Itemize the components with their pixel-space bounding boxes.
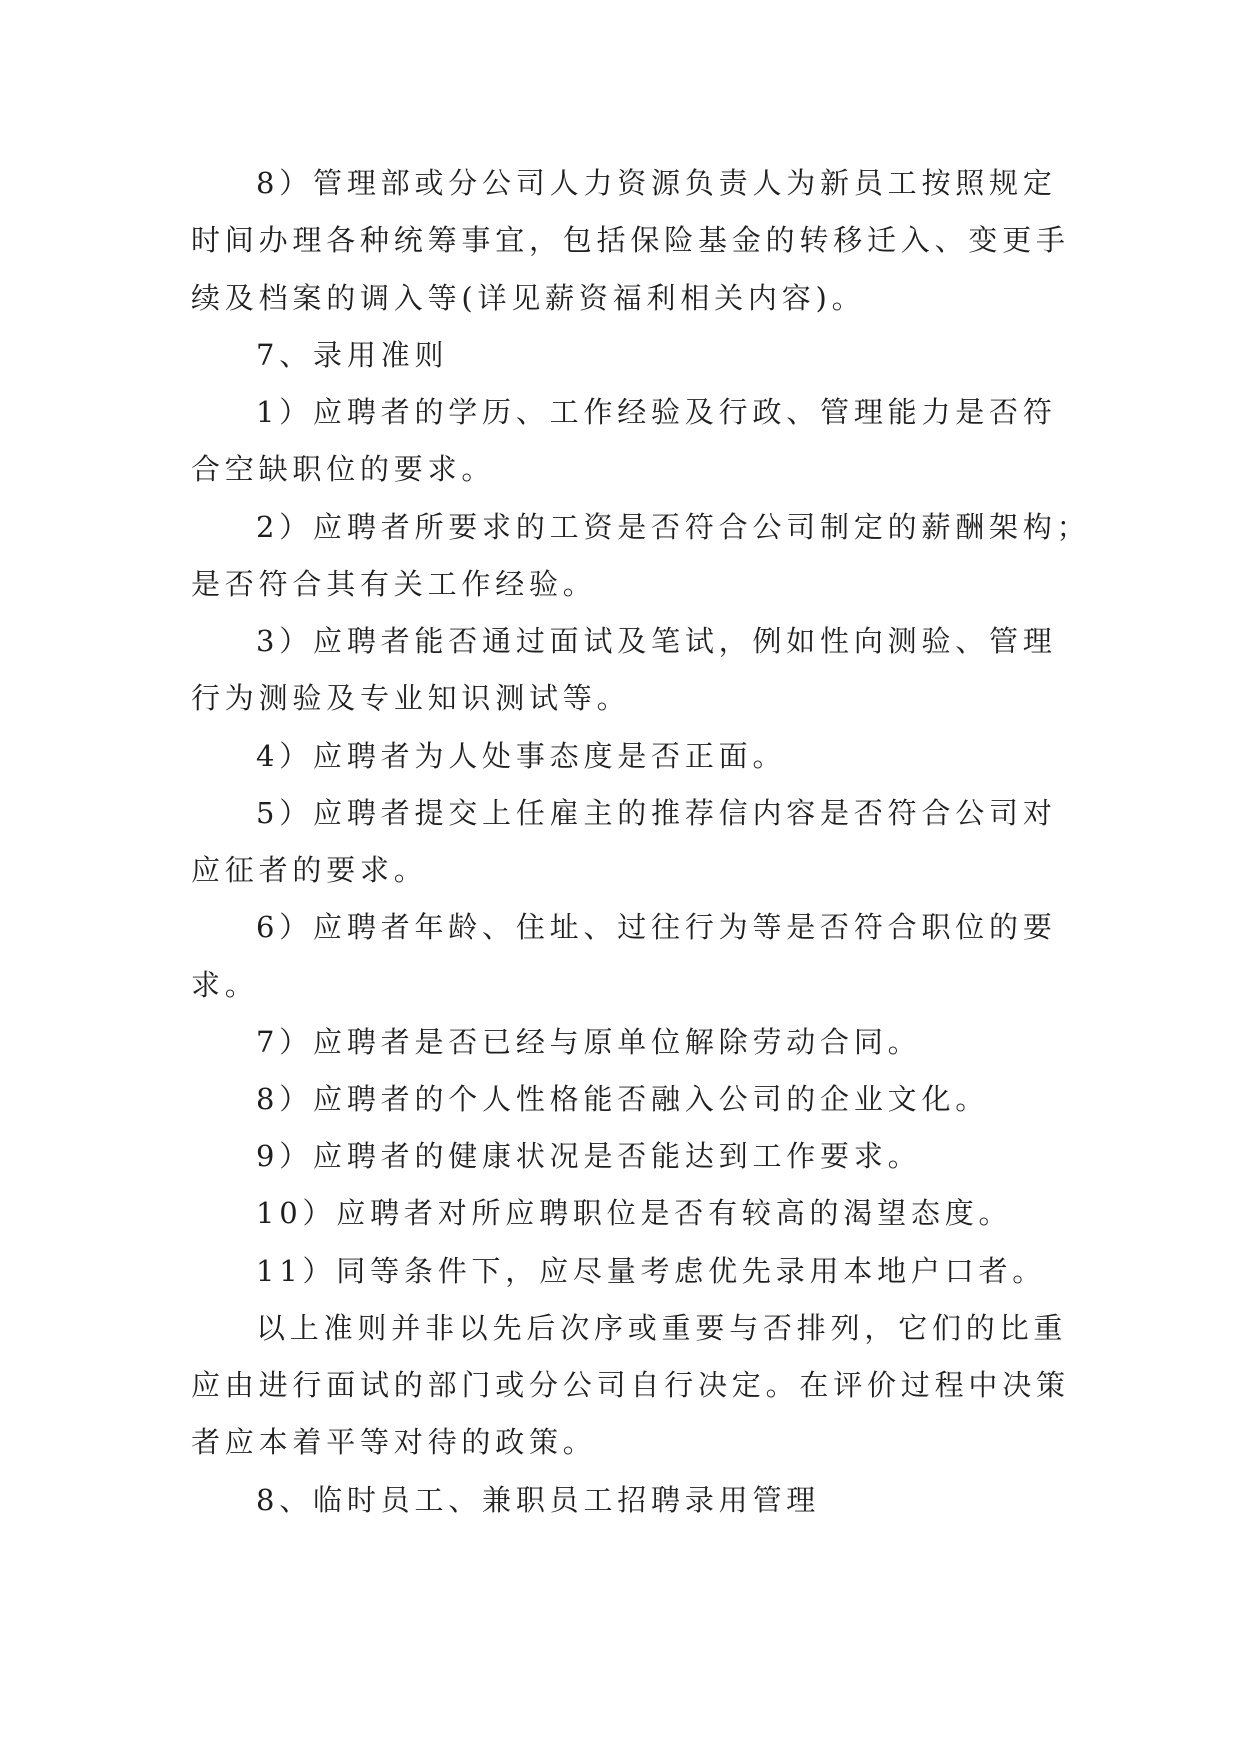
text-line: 1）应聘者的学历、工作经验及行政、管理能力是否符 xyxy=(256,395,1057,429)
text-line: 时间办理各种统筹事宜，包括保险基金的转移迁入、变更手 xyxy=(191,223,1070,257)
text-line: 2）应聘者所要求的工资是否符合公司制定的薪酬架构； xyxy=(256,510,1091,544)
text-line: 7）应聘者是否已经与原单位解除劳动合同。 xyxy=(256,1025,922,1059)
text-line: 5）应聘者提交上任雇主的推荐信内容是否符合公司对 xyxy=(256,796,1057,830)
text-line: 续及档案的调入等(详见薪资福利相关内容)。 xyxy=(191,281,866,315)
text-line: 8）应聘者的个人性格能否融入公司的企业文化。 xyxy=(256,1082,990,1116)
text-line: 者应本着平等对待的政策。 xyxy=(191,1425,597,1459)
text-line: 以上准则并非以先后次序或重要与否排列，它们的比重 xyxy=(256,1311,1068,1345)
text-line: 6）应聘者年龄、住址、过往行为等是否符合职位的要 xyxy=(256,910,1057,944)
text-line: 11）同等条件下，应尽量考虑优先录用本地户口者。 xyxy=(256,1254,1047,1288)
text-line: 行为测验及专业知识测试等。 xyxy=(191,681,631,715)
text-line: 3）应聘者能否通过面试及笔试，例如性向测验、管理 xyxy=(256,624,1057,658)
text-line: 合空缺职位的要求。 xyxy=(191,452,496,486)
section-heading: 7、录用准则 xyxy=(256,338,449,372)
text-line: 求。 xyxy=(191,968,259,1002)
text-line: 应由进行面试的部门或分公司自行决定。在评价过程中决策 xyxy=(191,1368,1070,1402)
text-line: 10）应聘者对所应聘职位是否有较高的渴望态度。 xyxy=(256,1196,1013,1230)
text-line: 应征者的要求。 xyxy=(191,853,428,887)
text-line: 9）应聘者的健康状况是否能达到工作要求。 xyxy=(256,1139,922,1173)
text-line: 8）管理部或分公司人力资源负责人为新员工按照规定 xyxy=(256,166,1057,200)
text-line: 是否符合其有关工作经验。 xyxy=(191,567,597,601)
section-heading: 8、临时员工、兼职员工招聘录用管理 xyxy=(256,1483,821,1517)
text-line: 4）应聘者为人处事态度是否正面。 xyxy=(256,739,787,773)
